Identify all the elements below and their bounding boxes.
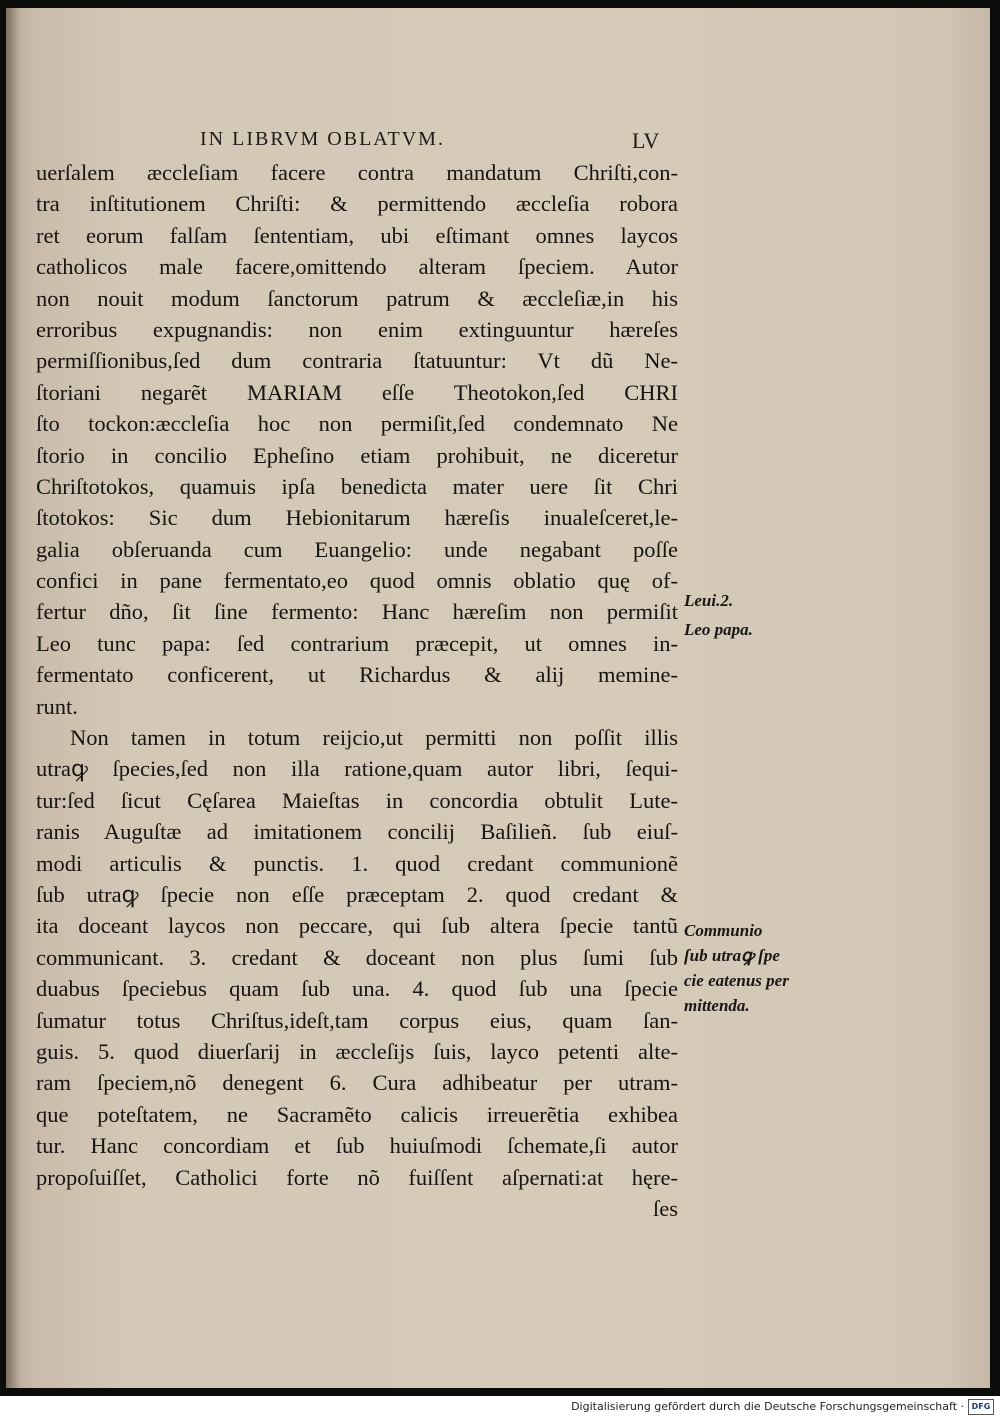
margin-note-line: cie eatenus per <box>684 971 789 990</box>
text-line: utraꝙ ſpecies,ſed non illa ratione,quam autor libri, ſequi‑ <box>36 756 678 782</box>
funding-credit: Digitalisierung gefördert durch die Deutsche Forschungsgemeinschaft · <box>571 1400 964 1413</box>
text-line: runt. <box>36 693 78 719</box>
text-line: fertur dño, ſit ſine fermento: Hanc hæreſim non permiſit <box>36 599 678 625</box>
margin-note-leviticus <box>684 588 733 613</box>
margin-note-line: ſub utraꝙ ſpe <box>684 946 780 965</box>
margin-note-leo-papa <box>684 617 753 642</box>
text-line: ſto tockon:æccleſia hoc non permiſit,ſed condemnato Ne <box>36 411 678 437</box>
text-line: uerſalem æccleſiam facere contra mandatum Chriſti,con‑ <box>36 160 678 185</box>
text-line: ita doceant laycos non peccare, qui ſub altera ſpecie tantũ <box>36 913 678 939</box>
text-line: erroribus expugnandis: non enim extinguuntur hæreſes <box>36 316 678 342</box>
text-line: propoſuiſſet, Catholici forte nõ fuiſſent aſpernati:at hęre‑ <box>36 1164 678 1190</box>
text-line: Chriſtotokos, quamuis ipſa benedicta mater uere ſit Chri <box>36 473 678 499</box>
text-line: guis. 5. quod diuerſarij in æccleſijs ſuis, layco petenti alte‑ <box>36 1038 678 1064</box>
catchword: ſes <box>653 1195 678 1221</box>
text-line: ſtotokos: Sic dum Hebionitarum hæreſis inualeſceret,le‑ <box>36 505 678 531</box>
margin-note-line: Leui.2. <box>684 591 734 610</box>
body-text <box>36 157 678 1224</box>
page-number: LV <box>632 128 660 153</box>
text-line: tur:ſed ſicut Cęſarea Maieſtas in concordia obtulit Lute‑ <box>36 787 678 813</box>
text-line: duabus ſpeciebus quam ſub una. 4. quod ſub una ſpecie <box>36 976 678 1002</box>
text-line: non nouit modum ſanctorum patrum & æccleſiæ,in his <box>36 285 678 311</box>
text-line: tra inſtitutionem Chriſti: & permittendo æccleſia robora <box>36 191 678 217</box>
text-line: ranis Auguſtæ ad imitationem concilij Baſilieñ. ſub eiuſ‑ <box>36 819 678 845</box>
text-line: confici in pane fermentato,eo quod omnis oblatio quę of‑ <box>36 568 678 594</box>
margin-note-line: Communio <box>684 921 763 940</box>
text-line: galia obſeruanda cum Euangelio: unde negabant poſſe <box>36 536 678 562</box>
text-line: ſtorio in concilio Epheſino etiam prohibuit, ne diceretur <box>36 442 678 468</box>
paragraph-start-line: Non tamen in totum reijcio,ut permitti non poſſit illis <box>70 725 678 751</box>
text-line: catholicos male facere,omittendo alteram ſpeciem. Autor <box>36 254 678 280</box>
text-line: modi articulis & punctis. 1. quod credant communionẽ <box>36 850 678 876</box>
text-line: Leo tunc papa: ſed contrarium præcepit, ut omnes in‑ <box>36 630 678 656</box>
text-line: communicant. 3. credant & doceant non plus ſumi ſub <box>36 944 678 970</box>
dfg-logo: DFG <box>968 1399 994 1415</box>
margin-note-line: mittenda. <box>684 996 750 1015</box>
text-line: que poteſtatem, ne Sacramẽto calicis irreuerẽtia exhibea <box>36 1101 678 1127</box>
text-line: ſumatur totus Chriſtus,ideſt,tam corpus eius, quam ſan‑ <box>36 1007 678 1033</box>
text-line: fermentato conficerent, ut Richardus & alij memine‑ <box>36 662 678 688</box>
margin-note-communio <box>684 918 789 1018</box>
text-line: ram ſpeciem,nõ denegent 6. Cura adhibeatur per utram‑ <box>36 1070 678 1096</box>
text-line: tur. Hanc concordiam et ſub huiuſmodi ſchemate,ſi autor <box>36 1133 678 1159</box>
margin-note-line: Leo papa. <box>684 620 753 639</box>
text-line: ret eorum falſam ſententiam, ubi eſtimant omnes laycos <box>36 222 678 248</box>
text-line: permiſſionibus,ſed dum contraria ſtatuuntur: Vt dũ Ne‑ <box>36 348 678 374</box>
page-gutter-shadow <box>6 8 20 1388</box>
running-head: IN LIBRVM OBLATVM. <box>200 128 445 150</box>
text-line: ſtoriani negarẽt MARIAM eſſe Theotokon,ſed CHRI <box>36 379 678 405</box>
text-line: ſub utraꝙ ſpecie non eſſe præceptam 2. quod credant & <box>36 881 678 907</box>
